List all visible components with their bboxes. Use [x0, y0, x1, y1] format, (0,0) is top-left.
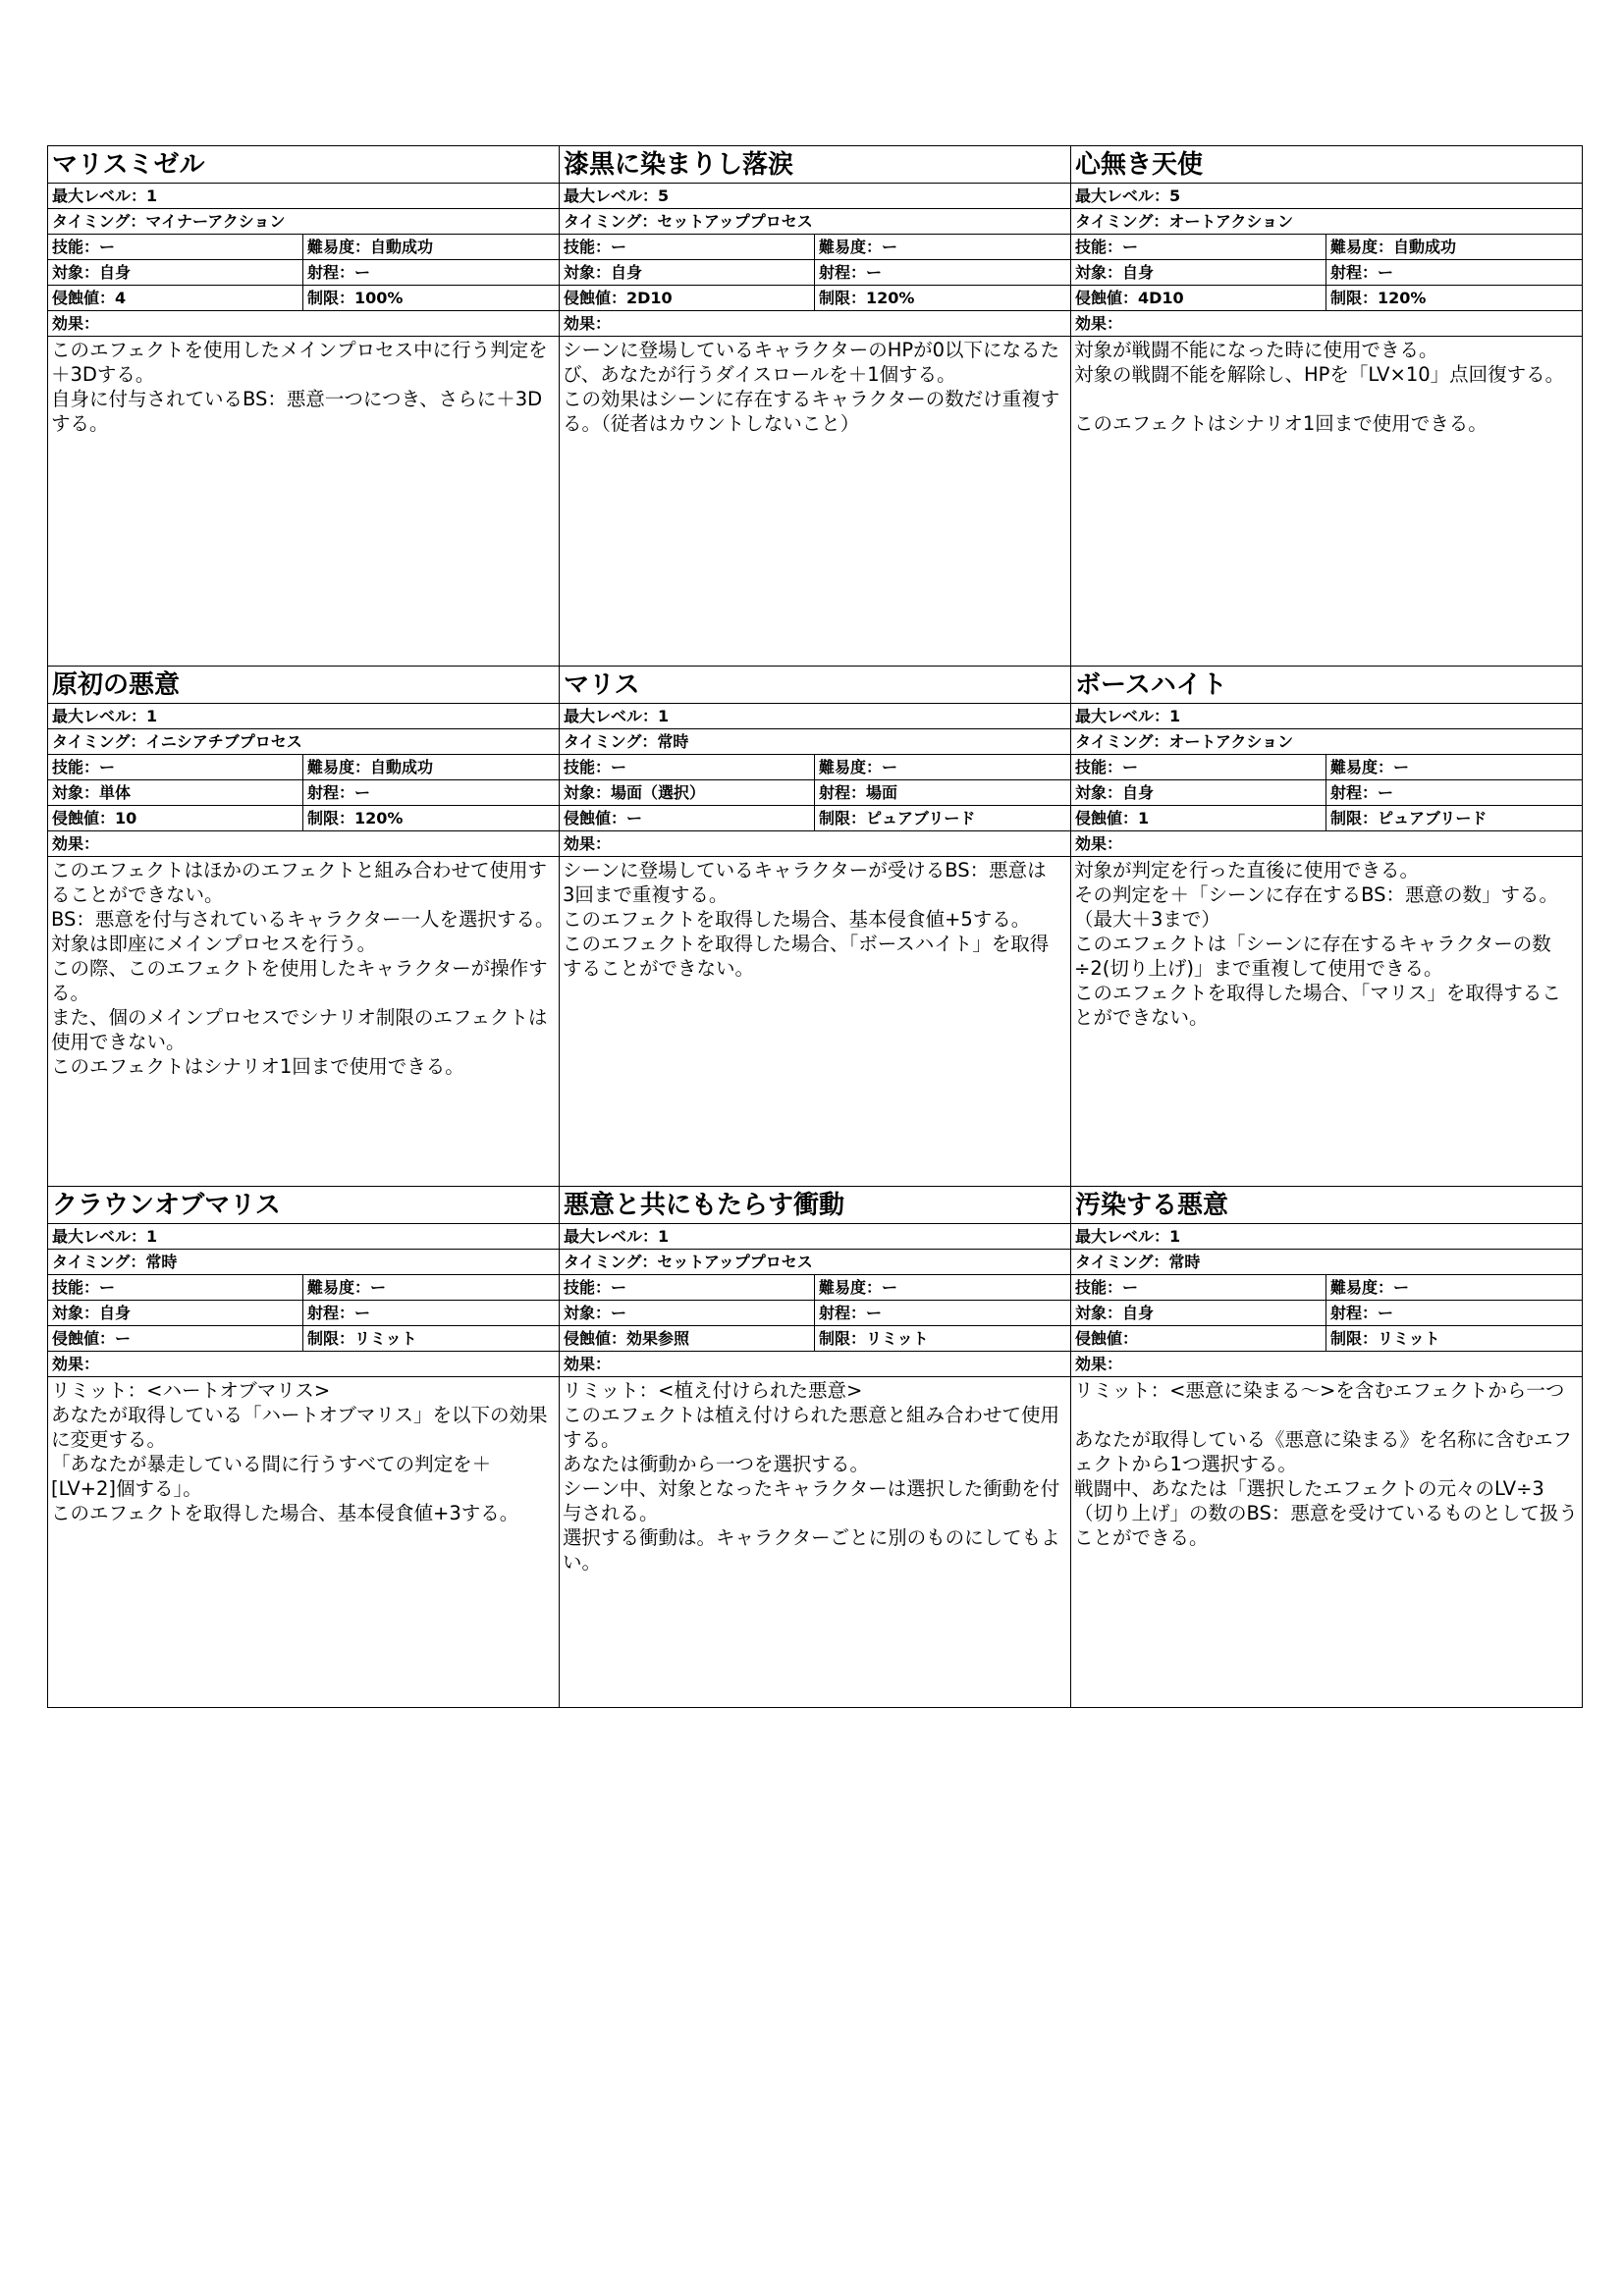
skill: 技能：ー [560, 755, 815, 779]
range: 射程：場面 [819, 783, 898, 802]
effect-text: リミット：<悪意に染まる～>を含むエフェクトから一つ あなたが取得している《悪意に染まる》を名称に含むエフェクトから1つ選択する。 戦闘中、あなたは「選択したエフェクトの元々のLV÷3（切り上げ」の数のBS：悪意を受けているものとして扱うことができる。 [1074, 1379, 1578, 1549]
target: 対象：自身 [1071, 260, 1326, 285]
effect-text: このエフェクトを使用したメインプロセス中に行う判定を＋3Dする。 自身に付与されているBS：悪意一つにつき、さらに＋3Dする。 [51, 339, 548, 435]
effect-text: シーンに登場しているキャラクターが受けるBS：悪意は 3回まで重複する。 このエフェクトを取得した場合、基本侵食値+5する。 このエフェクトを取得した場合、「ボースハイト」を取得することができない。 [563, 859, 1050, 980]
limit: 制限：リミット [307, 1329, 417, 1348]
erosion: 侵蝕値：2D10 [560, 286, 815, 310]
skill: 技能：ー [48, 235, 303, 259]
timing: タイミング：オートアクション [1075, 212, 1294, 231]
card-title: 悪意と共にもたらす衝動 [560, 1187, 1070, 1224]
skill: 技能：ー [560, 235, 815, 259]
target: 対象：ー [560, 1301, 815, 1325]
difficulty: 難易度：ー [307, 1278, 387, 1297]
skill: 技能：ー [1071, 1275, 1326, 1300]
limit: 制限：100% [307, 289, 404, 307]
effect-card [48, 667, 560, 1187]
difficulty: 難易度：ー [1330, 1278, 1410, 1297]
effect-card [560, 146, 1071, 667]
card-title: マリスミゼル [48, 146, 559, 184]
range: 射程：ー [819, 1304, 883, 1322]
difficulty: 難易度：ー [1330, 758, 1410, 776]
erosion: 侵蝕値：4 [48, 286, 303, 310]
effect-text: シーンに登場しているキャラクターのHPが0以下になるたび、あなたが行うダイスロールを＋1個する。 この効果はシーンに存在するキャラクターの数だけ重複する。（従者はカウントしないこと） [563, 339, 1060, 435]
effect-label: 効果： [52, 1355, 100, 1373]
timing: タイミング：マイナーアクション [52, 212, 286, 231]
effect-label: 効果： [52, 834, 100, 853]
limit: 制限：ピュアブリード [1330, 809, 1488, 828]
max-level: 最大レベル：1 [1075, 1227, 1181, 1246]
limit: 制限：ピュアブリード [819, 809, 976, 828]
card-title: クラウンオブマリス [48, 1187, 559, 1224]
skill: 技能：ー [1071, 755, 1326, 779]
effect-card [560, 667, 1071, 1187]
effect-label: 効果： [1075, 1355, 1123, 1373]
max-level: 最大レベル：1 [52, 187, 158, 205]
effect-text: 対象が判定を行った直後に使用できる。 その判定を＋「シーンに存在するBS：悪意の数」する。（最大＋3まで） このエフェクトは「シーンに存在するキャラクターの数÷2(切り上げ)」まで重複して使用できる。 このエフェクトを取得した場合、「マリス」を取得することができない。 [1074, 859, 1561, 1029]
difficulty: 難易度：ー [819, 758, 898, 776]
range: 射程：ー [307, 1304, 371, 1322]
range: 射程：ー [819, 263, 883, 282]
effect-text: リミット：<ハートオブマリス> あなたが取得している「ハートオブマリス」を以下の効果に変更する。 「あなたが暴走している間に行うすべての判定を＋[LV+2]個する」。 このエフェクトを取得した場合、基本侵食値+3する。 [51, 1379, 548, 1524]
target: 対象：単体 [48, 780, 303, 805]
difficulty: 難易度：自動成功 [307, 238, 434, 256]
max-level: 最大レベル：5 [1075, 187, 1181, 205]
card-title: 漆黒に染まりし落涙 [560, 146, 1070, 184]
erosion: 侵蝕値：ー [48, 1326, 303, 1351]
limit: 制限：120% [307, 809, 404, 828]
card-title: ボースハイト [1071, 667, 1582, 704]
erosion: 侵蝕値：4D10 [1071, 286, 1326, 310]
skill: 技能：ー [560, 1275, 815, 1300]
effect-card [1071, 1187, 1583, 1708]
card-title: 汚染する悪意 [1071, 1187, 1582, 1224]
effect-label: 効果： [1075, 314, 1123, 333]
difficulty: 難易度：ー [819, 1278, 898, 1297]
effect-label: 効果： [564, 834, 612, 853]
effect-card [48, 146, 560, 667]
max-level: 最大レベル：1 [52, 1227, 158, 1246]
effect-text: このエフェクトはほかのエフェクトと組み合わせて使用することができない。 BS：悪意を付与されているキャラクター一人を選択する。 対象は即座にメインプロセスを行う。 この際、このエフェクトを使用したキャラクターが操作する。 また、個のメインプロセスでシナリオ制限のエフェクトは使用できない。 このエフェクトはシナリオ1回まで使用できる。 [51, 859, 555, 1078]
timing: タイミング：常時 [564, 732, 689, 751]
range: 射程：ー [1330, 783, 1394, 802]
effect-label: 効果： [52, 314, 100, 333]
timing: タイミング：常時 [52, 1253, 178, 1271]
skill: 技能：ー [48, 755, 303, 779]
effect-label: 効果： [564, 314, 612, 333]
difficulty: 難易度：自動成功 [1330, 238, 1457, 256]
effect-card [1071, 146, 1583, 667]
range: 射程：ー [307, 783, 371, 802]
skill: 技能：ー [1071, 235, 1326, 259]
timing: タイミング：セットアッププロセス [564, 212, 813, 231]
max-level: 最大レベル：1 [1075, 707, 1181, 725]
range: 射程：ー [1330, 1304, 1394, 1322]
max-level: 最大レベル：1 [564, 707, 670, 725]
range: 射程：ー [1330, 263, 1394, 282]
timing: タイミング：セットアッププロセス [564, 1253, 813, 1271]
timing: タイミング：常時 [1075, 1253, 1201, 1271]
effect-card [1071, 667, 1583, 1187]
target: 対象：自身 [1071, 1301, 1326, 1325]
timing: タイミング：イニシアチブプロセス [52, 732, 302, 751]
erosion: 侵蝕値：10 [48, 806, 303, 830]
card-title: マリス [560, 667, 1070, 704]
effect-text: リミット：<植え付けられた悪意> このエフェクトは植え付けられた悪意と組み合わせて使用する。 あなたは衝動から一つを選択する。 シーン中、対象となったキャラクターは選択した衝動を付与される。 選択する衝動は。キャラクターごとに別のものにしてもよい。 [563, 1379, 1060, 1574]
limit: 制限：120% [819, 289, 915, 307]
target: 対象：自身 [1071, 780, 1326, 805]
effect-card [560, 1187, 1071, 1708]
card-title: 心無き天使 [1071, 146, 1582, 184]
limit: 制限：リミット [1330, 1329, 1440, 1348]
target: 対象：自身 [560, 260, 815, 285]
max-level: 最大レベル：1 [564, 1227, 670, 1246]
max-level: 最大レベル：5 [564, 187, 670, 205]
effect-label: 効果： [564, 1355, 612, 1373]
max-level: 最大レベル：1 [52, 707, 158, 725]
skill: 技能：ー [48, 1275, 303, 1300]
card-title: 原初の悪意 [48, 667, 559, 704]
erosion: 侵蝕値：ー [560, 806, 815, 830]
limit: 制限：120% [1330, 289, 1427, 307]
range: 射程：ー [307, 263, 371, 282]
effect-sheet [47, 145, 1583, 1708]
effect-text: 対象が戦闘不能になった時に使用できる。 対象の戦闘不能を解除し、HPを「LV×10」点回復する。 このエフェクトはシナリオ1回まで使用できる。 [1074, 339, 1565, 435]
erosion: 侵蝕値：1 [1071, 806, 1326, 830]
target: 対象：自身 [48, 260, 303, 285]
effect-label: 効果： [1075, 834, 1123, 853]
difficulty: 難易度：自動成功 [307, 758, 434, 776]
target: 対象：自身 [48, 1301, 303, 1325]
timing: タイミング：オートアクション [1075, 732, 1294, 751]
effect-card [48, 1187, 560, 1708]
erosion: 侵蝕値：効果参照 [560, 1326, 815, 1351]
target: 対象：場面（選択） [560, 780, 815, 805]
limit: 制限：リミット [819, 1329, 929, 1348]
difficulty: 難易度：ー [819, 238, 898, 256]
erosion: 侵蝕値： [1071, 1326, 1326, 1351]
